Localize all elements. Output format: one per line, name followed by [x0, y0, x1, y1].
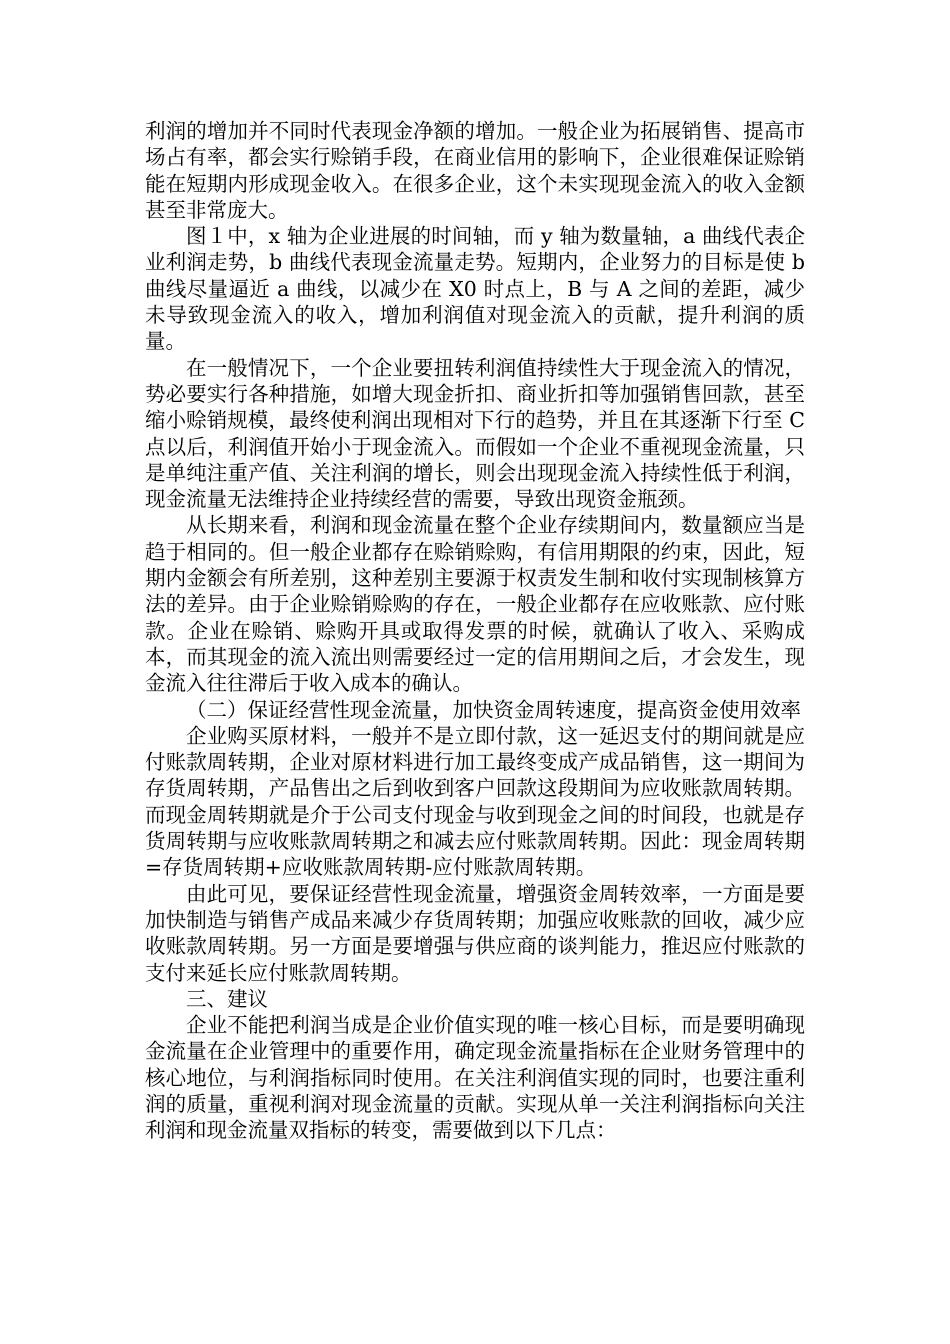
paragraph-general-situation: 在一般情况下，一个企业要扭转利润值持续性大于现金流入的情况，势必要实行各种措施，如增大现金折扣、商业折扣等加强销售回款，甚至缩小赊销规模，最终使利润出现相对下行的趋势，并且在其逐渐下行至 C 点以后，利润值开始小于现金流入。而假如一个企业不重视现金流量，只是单纯注重产值、关注利润的增长，则会出现现金流入持续性低于利润，现金流量无法维持企业持续经营的需要，导致出现资金瓶颈。 — [145, 355, 805, 512]
section-heading-recommendations: 三、建议 — [186, 986, 268, 1011]
paragraph-cash-conversion-cycle: 企业购买原材料，一般并不是立即付款，这一延迟支付的期间就是应付账款周转期，企业对原材料进行加工最终变成产成品销售，这一期间为存货周转期，产品售出之后到收到客户回款这段期间为应收账款周转期。而现金周转期就是介于公司支付现金与收到现金之间的时间段，也就是存货周转期与应收账款周转期之和减去应付账款周转期。因此：现金周转期=存货周转期+应收账款周转期-应付账款周转期。 — [145, 723, 805, 880]
paragraph-recommendations-intro: 企业不能把利润当成是企业价值实现的唯一核心目标，而是要明确现金流量在企业管理中的重要作用，确定现金流量指标在企业财务管理中的核心地位，与利润指标同时使用。在关注利润值实现的同时，也要注重利润的质量，重视利润对现金流量的贡献。实现从单一关注利润指标向关注利润和现金流量双指标的转变，需要做到以下几点： — [145, 1013, 805, 1143]
section-heading-operating-cash-flow: （二）保证经营性现金流量，加快资金周转速度，提高资金使用效率 — [186, 697, 801, 722]
paragraph-figure-1-explanation: 图１中，x 轴为企业进展的时间轴，而 y 轴为数量轴，a 曲线代表企业利润走势，b 曲线代表现金流量走势。短期内，企业努力的目标是使 b 曲线尽量逼近 a 曲线，以减少在 X0 时点上，B 与 A 之间的差距，减少未导致现金流入的收入，增加利润值对现金流入的贡献，提升利润的质量。 — [145, 224, 805, 354]
paragraph-profit-vs-cash: 利润的增加并不同时代表现金净额的增加。一般企业为拓展销售、提高市场占有率，都会实行赊销手段，在商业信用的影响下，企业很难保证赊销能在短期内形成现金收入。在很多企业，这个未实现现金流入的收入金额甚至非常庞大。 — [145, 119, 805, 222]
paragraph-long-term-view: 从长期来看，利润和现金流量在整个企业存续期间内，数量额应当是趋于相同的。但一般企业都存在赊销赊购，有信用期限的约束，因此，短期内金额会有所差别，这种差别主要源于权责发生制和收付实现制核算方法的差异。由于企业赊销赊购的存在，一般企业都存在应收账款、应付账款。企业在赊销、赊购开具或取得发票的时候，就确认了收入、采购成本，而其现金的流入流出则需要经过一定的信用期间之后，才会发生，现金流入往往滞后于收入成本的确认。 — [145, 513, 805, 696]
paragraph-improve-turnover: 由此可见，要保证经营性现金流量，增强资金周转效率，一方面是要加快制造与销售产成品来减少存货周转期；加强应收账款的回收，减少应收账款周转期。另一方面是要增强与供应商的谈判能力，推迟应付账款的支付来延长应付账款周转期。 — [145, 881, 805, 985]
document-body — [145, 118, 805, 1144]
